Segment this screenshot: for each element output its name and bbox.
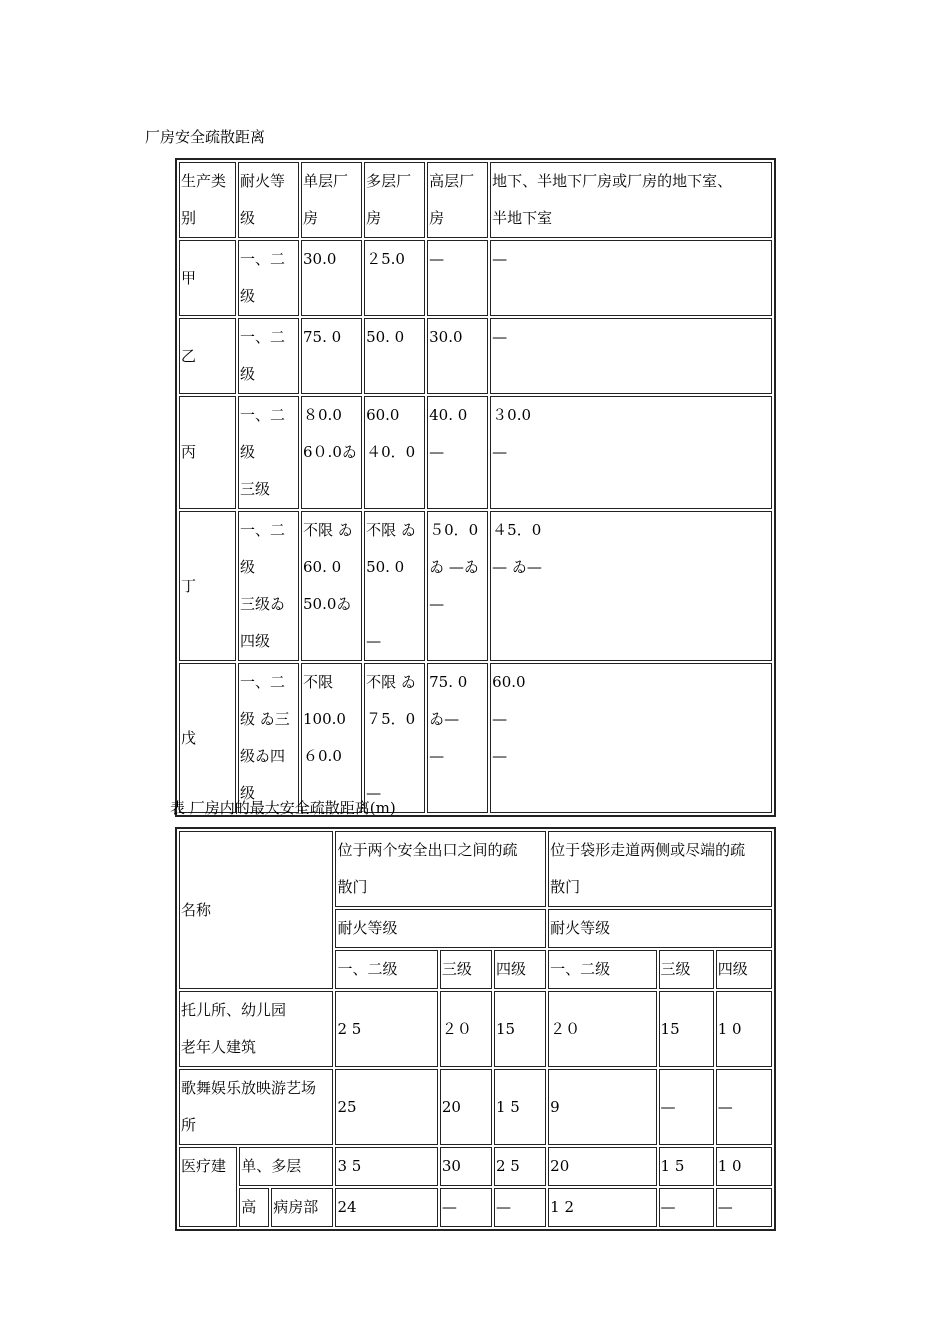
table-cell: 1 5 (659, 1147, 714, 1186)
table-cell: 1 5 (494, 1069, 546, 1145)
table-cell: 不限 100.0 ６0.0 (301, 663, 362, 813)
table-cell: 不限 ゐ 60. 0 50.0ゐ (301, 511, 362, 661)
column-header: 单层厂 房 (301, 162, 362, 238)
table-cell: 30.0 (427, 318, 488, 394)
table-cell: ８0.0 6０.0ゐ (301, 396, 362, 509)
table-cell: 75. 0 ゐ— — (427, 663, 488, 813)
table-cell: 一、二 级 (238, 318, 299, 394)
table-cell: 一、二 级 (238, 240, 299, 316)
table-cell: 30 (440, 1147, 492, 1186)
table2-title: 表 厂房内的最大安全疏散距离(m) (170, 799, 396, 817)
column-header: 多层厂 房 (364, 162, 425, 238)
table-row (179, 240, 772, 316)
column-header: 生产类 别 (179, 162, 236, 238)
table-cell: 75. 0 (301, 318, 362, 394)
column-header: 耐火等 级 (238, 162, 299, 238)
table-cell: — (716, 1188, 772, 1227)
table-row (179, 1069, 772, 1145)
category-cell: 乙 (179, 318, 236, 394)
table-cell: ２０ (548, 991, 656, 1067)
table-cell: 15 (659, 991, 714, 1067)
table2-header-row-1 (179, 831, 772, 907)
max-evacuation-table (175, 827, 776, 1231)
table-row (179, 318, 772, 394)
table-cell: 40. 0 — (427, 396, 488, 509)
category-cell: 戊 (179, 663, 236, 813)
table-cell: 1 2 (548, 1188, 656, 1227)
medical-row-1 (179, 1147, 772, 1186)
table-cell: — (490, 318, 772, 394)
table-cell: ２０ (440, 991, 492, 1067)
category-cell: 丙 (179, 396, 236, 509)
table-cell: 25 (335, 1069, 437, 1145)
table-cell: — (716, 1069, 772, 1145)
factory-evacuation-table (175, 158, 776, 817)
table-cell: 20 (440, 1069, 492, 1145)
table-row (179, 396, 772, 509)
table-cell: 3 5 (335, 1147, 437, 1186)
table-cell: — (494, 1188, 546, 1227)
category-cell: 丁 (179, 511, 236, 661)
sub-header: 四级 (494, 950, 546, 989)
table-cell: — (427, 240, 488, 316)
category-cell: 甲 (179, 240, 236, 316)
table-cell: ３0.0 — (490, 396, 772, 509)
sub-header: 三级 (440, 950, 492, 989)
table-cell: 1 0 (716, 991, 772, 1067)
table-row (179, 991, 772, 1067)
table-cell: 50. 0 (364, 318, 425, 394)
fire-grade-header-2: 耐火等级 (548, 909, 772, 948)
table-cell: 不限 ゐ ７5．0 — (364, 663, 425, 813)
table-cell: 不限 ゐ 50. 0 — (364, 511, 425, 661)
table-cell: 9 (548, 1069, 656, 1145)
table-cell: ２5.0 (364, 240, 425, 316)
medical-row-2 (179, 1188, 772, 1227)
table-cell: — (490, 240, 772, 316)
sub-header: 一、二级 (548, 950, 656, 989)
table-cell: 24 (335, 1188, 437, 1227)
group1-header: 位于两个安全出口之间的疏 散门 (335, 831, 546, 907)
table-cell: 一、二 级 ゐ三 级ゐ四 级 (238, 663, 299, 813)
sub-header: 四级 (716, 950, 772, 989)
medical-ward-label: 病房部 (271, 1188, 333, 1227)
table-cell: 20 (548, 1147, 656, 1186)
name-header: 名称 (179, 831, 333, 989)
table-cell: 60.0 ４0．0 (364, 396, 425, 509)
table-row (179, 511, 772, 661)
medical-label: 医疗建 (179, 1147, 237, 1227)
fire-grade-header-1: 耐火等级 (335, 909, 546, 948)
column-header: 高层厂 房 (427, 162, 488, 238)
table-cell: ４5．0 — ゐ— (490, 511, 772, 661)
table-cell: 一、二 级 三级ゐ 四级 (238, 511, 299, 661)
sub-header: 一、二级 (335, 950, 437, 989)
sub-header: 三级 (659, 950, 714, 989)
group2-header: 位于袋形走道两侧或尽端的疏 散门 (548, 831, 772, 907)
table-cell: 15 (494, 991, 546, 1067)
table-cell: — (659, 1188, 714, 1227)
table-cell: ５0．0 ゐ —ゐ — (427, 511, 488, 661)
medical-high-label: 高 (239, 1188, 269, 1227)
row-name: 托儿所、幼儿园 老年人建筑 (179, 991, 333, 1067)
table-cell: — (659, 1069, 714, 1145)
column-header: 地下、半地下厂房或厂房的地下室、 半地下室 (490, 162, 772, 238)
medical-sub-label: 单、多层 (239, 1147, 333, 1186)
table-cell: 1 0 (716, 1147, 772, 1186)
table-row (179, 663, 772, 813)
table-cell: 一、二 级 三级 (238, 396, 299, 509)
table-cell: 2 5 (335, 991, 437, 1067)
table-cell: 60.0 — — (490, 663, 772, 813)
table-cell: 30.0 (301, 240, 362, 316)
table-cell: 2 5 (494, 1147, 546, 1186)
row-name: 歌舞娱乐放映游艺场 所 (179, 1069, 333, 1145)
table1-title: 厂房安全疏散距离 (145, 128, 266, 146)
table1-header-row (179, 162, 772, 238)
table-cell: — (440, 1188, 492, 1227)
